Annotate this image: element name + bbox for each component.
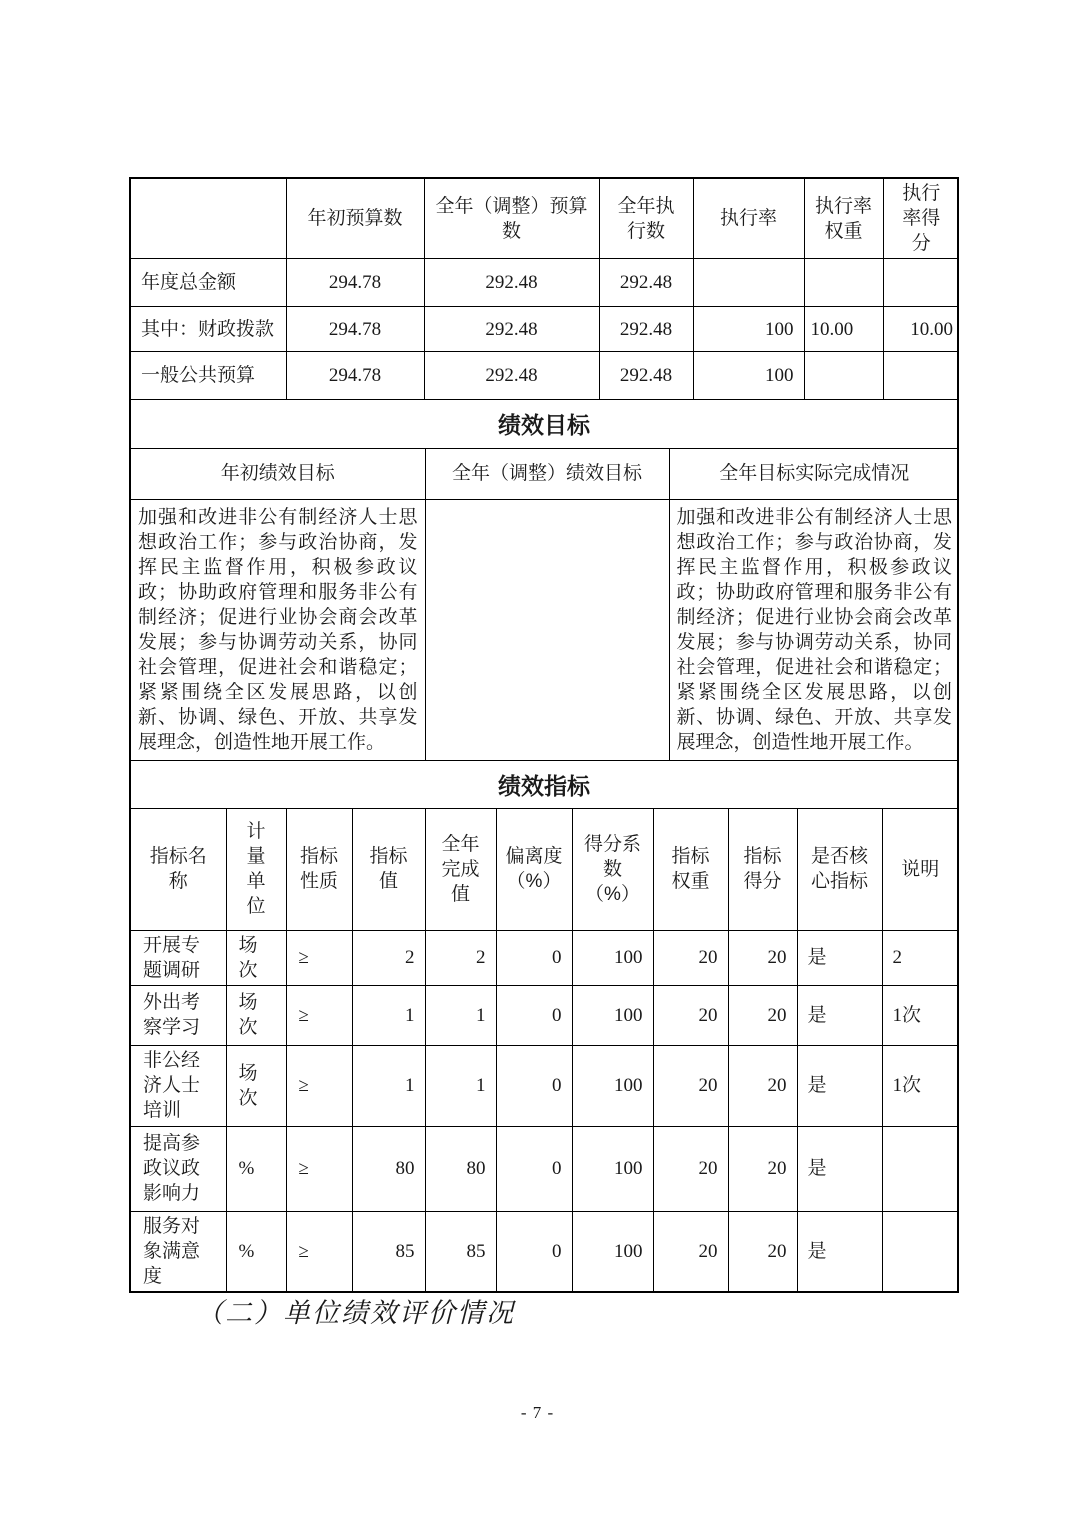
value-cell: 292.48 <box>424 259 599 307</box>
column-header-rate-weight: 执行率权重 <box>804 179 883 259</box>
actual-completion-text: 加强和改进非公有制经济人士思想政治工作；参与政治协商，发挥民主监督作用，积极参政议政；协助政府管理和服务非公有制经济；促进行业协会商会改革发展；参与协调劳动关系，协同社会管理，促进社会和谐稳定；紧紧围绕全区发展思路，以创新、协调、绿色、开放、共享发展理念，创造性地开展工作。 <box>669 500 959 761</box>
page-number: - 7 - <box>520 1403 555 1422</box>
value-cell: 20 <box>653 1211 728 1291</box>
value-cell: 20 <box>653 1126 728 1211</box>
table-row <box>131 1211 958 1291</box>
column-header-completed-value: 全年完成值 <box>425 809 496 930</box>
note-cell: 1次 <box>882 985 958 1045</box>
core-cell: 是 <box>797 1045 882 1126</box>
table-row <box>131 1045 958 1126</box>
value-cell: 100 <box>572 1045 653 1126</box>
value-cell: 80 <box>352 1126 425 1211</box>
unit-cell: 场次 <box>226 985 286 1045</box>
goals-content-row <box>131 500 959 761</box>
value-cell: 85 <box>352 1211 425 1291</box>
unit-cell: 场次 <box>226 930 286 985</box>
note-cell: 2 <box>882 930 958 985</box>
value-cell <box>883 259 959 307</box>
core-cell: 是 <box>797 1126 882 1211</box>
column-header-blank <box>131 179 286 259</box>
value-cell: 20 <box>728 985 797 1045</box>
value-cell: 1 <box>425 1045 496 1126</box>
value-cell: 20 <box>653 1045 728 1126</box>
section-title-performance-goals: 绩效目标 <box>131 399 957 449</box>
value-cell: 292.48 <box>424 307 599 352</box>
column-header-adjusted-goal: 全年（调整）绩效目标 <box>425 449 669 500</box>
value-cell: 294.78 <box>286 307 424 352</box>
value-cell: 1 <box>352 1045 425 1126</box>
column-header-execution-rate: 执行率 <box>693 179 804 259</box>
budget-table <box>131 179 959 399</box>
value-cell: 85 <box>425 1211 496 1291</box>
row-label: 一般公共预算 <box>131 352 286 399</box>
table-row <box>131 259 959 307</box>
value-cell: 0 <box>496 1045 572 1126</box>
value-cell: 2 <box>352 930 425 985</box>
unit-cell: % <box>226 1126 286 1211</box>
value-cell: 100 <box>693 307 804 352</box>
column-header-core-indicator: 是否核心指标 <box>797 809 882 930</box>
table-row <box>131 930 958 985</box>
value-cell: 100 <box>572 1211 653 1291</box>
value-cell: 100 <box>693 352 804 399</box>
value-cell: 10.00 <box>883 307 959 352</box>
value-cell: 0 <box>496 1211 572 1291</box>
column-header-nature: 指标性质 <box>286 809 352 930</box>
value-cell: 292.48 <box>424 352 599 399</box>
nature-cell: ≥ <box>286 1045 352 1126</box>
row-label: 年度总金额 <box>131 259 286 307</box>
column-header-indicator-score: 指标得分 <box>728 809 797 930</box>
indicator-name: 外出考察学习 <box>131 985 226 1045</box>
column-header-target-value: 指标值 <box>352 809 425 930</box>
value-cell: 0 <box>496 1126 572 1211</box>
value-cell: 294.78 <box>286 259 424 307</box>
value-cell: 1 <box>425 985 496 1045</box>
value-cell: 100 <box>572 985 653 1045</box>
value-cell: 20 <box>728 1211 797 1291</box>
value-cell: 10.00 <box>804 307 883 352</box>
performance-indicators-table <box>131 809 958 1291</box>
column-header-initial-goal: 年初绩效目标 <box>131 449 425 500</box>
value-cell: 0 <box>496 930 572 985</box>
column-header-actual-completion: 全年目标实际完成情况 <box>669 449 959 500</box>
row-label: 其中：财政拨款 <box>131 307 286 352</box>
value-cell: 20 <box>728 1126 797 1211</box>
value-cell <box>883 352 959 399</box>
column-header-score-coefficient: 得分系数（%） <box>572 809 653 930</box>
initial-goal-text: 加强和改进非公有制经济人士思想政治工作；参与政治协商，发挥民主监督作用，积极参政议政；协助政府管理和服务非公有制经济；促进行业协会商会改革发展；参与协调劳动关系，协同社会管理，促进社会和谐稳定；紧紧围绕全区发展思路，以创新、协调、绿色、开放、共享发展理念，创造性地开展工作。 <box>131 500 425 761</box>
value-cell: 100 <box>572 1126 653 1211</box>
performance-goals-table <box>131 449 959 761</box>
value-cell <box>693 259 804 307</box>
note-cell: 1次 <box>882 1045 958 1126</box>
table-row <box>131 1126 958 1211</box>
column-header-initial-budget: 年初预算数 <box>286 179 424 259</box>
value-cell: 294.78 <box>286 352 424 399</box>
column-header-indicator-name: 指标名称 <box>131 809 226 930</box>
value-cell <box>804 259 883 307</box>
core-cell: 是 <box>797 1211 882 1291</box>
column-header-deviation: 偏离度（%） <box>496 809 572 930</box>
value-cell: 100 <box>572 930 653 985</box>
goals-header-row <box>131 449 959 500</box>
indicator-name: 提高参政议政影响力 <box>131 1126 226 1211</box>
value-cell: 2 <box>425 930 496 985</box>
value-cell: 20 <box>728 1045 797 1126</box>
unit-cell: 场次 <box>226 1045 286 1126</box>
table-row <box>131 985 958 1045</box>
value-cell <box>804 352 883 399</box>
column-header-rate-score: 执行率得分 <box>883 179 959 259</box>
indicator-name: 非公经济人士培训 <box>131 1045 226 1126</box>
nature-cell: ≥ <box>286 1211 352 1291</box>
column-header-executed: 全年执行数 <box>599 179 693 259</box>
value-cell: 20 <box>653 985 728 1045</box>
table-row <box>131 352 959 399</box>
note-cell <box>882 1211 958 1291</box>
column-header-unit: 计量单位 <box>226 809 286 930</box>
section-heading-unit-evaluation: （二）单位绩效评价情况 <box>196 1298 515 1328</box>
value-cell: 1 <box>352 985 425 1045</box>
section-title-performance-indicators: 绩效指标 <box>131 760 957 809</box>
table-row <box>131 307 959 352</box>
core-cell: 是 <box>797 930 882 985</box>
indicators-header-row <box>131 809 958 930</box>
budget-header-row <box>131 179 959 259</box>
value-cell: 20 <box>653 930 728 985</box>
column-header-indicator-weight: 指标权重 <box>653 809 728 930</box>
value-cell: 0 <box>496 985 572 1045</box>
indicator-name: 服务对象满意度 <box>131 1211 226 1291</box>
adjusted-goal-text <box>425 500 669 761</box>
column-header-adjusted-budget: 全年（调整）预算数 <box>424 179 599 259</box>
value-cell: 80 <box>425 1126 496 1211</box>
value-cell: 20 <box>728 930 797 985</box>
evaluation-table <box>129 177 959 1293</box>
note-cell <box>882 1126 958 1211</box>
value-cell: 292.48 <box>599 352 693 399</box>
indicator-name: 开展专题调研 <box>131 930 226 985</box>
unit-cell: % <box>226 1211 286 1291</box>
nature-cell: ≥ <box>286 1126 352 1211</box>
nature-cell: ≥ <box>286 985 352 1045</box>
value-cell: 292.48 <box>599 307 693 352</box>
core-cell: 是 <box>797 985 882 1045</box>
value-cell: 292.48 <box>599 259 693 307</box>
column-header-note: 说明 <box>882 809 958 930</box>
nature-cell: ≥ <box>286 930 352 985</box>
